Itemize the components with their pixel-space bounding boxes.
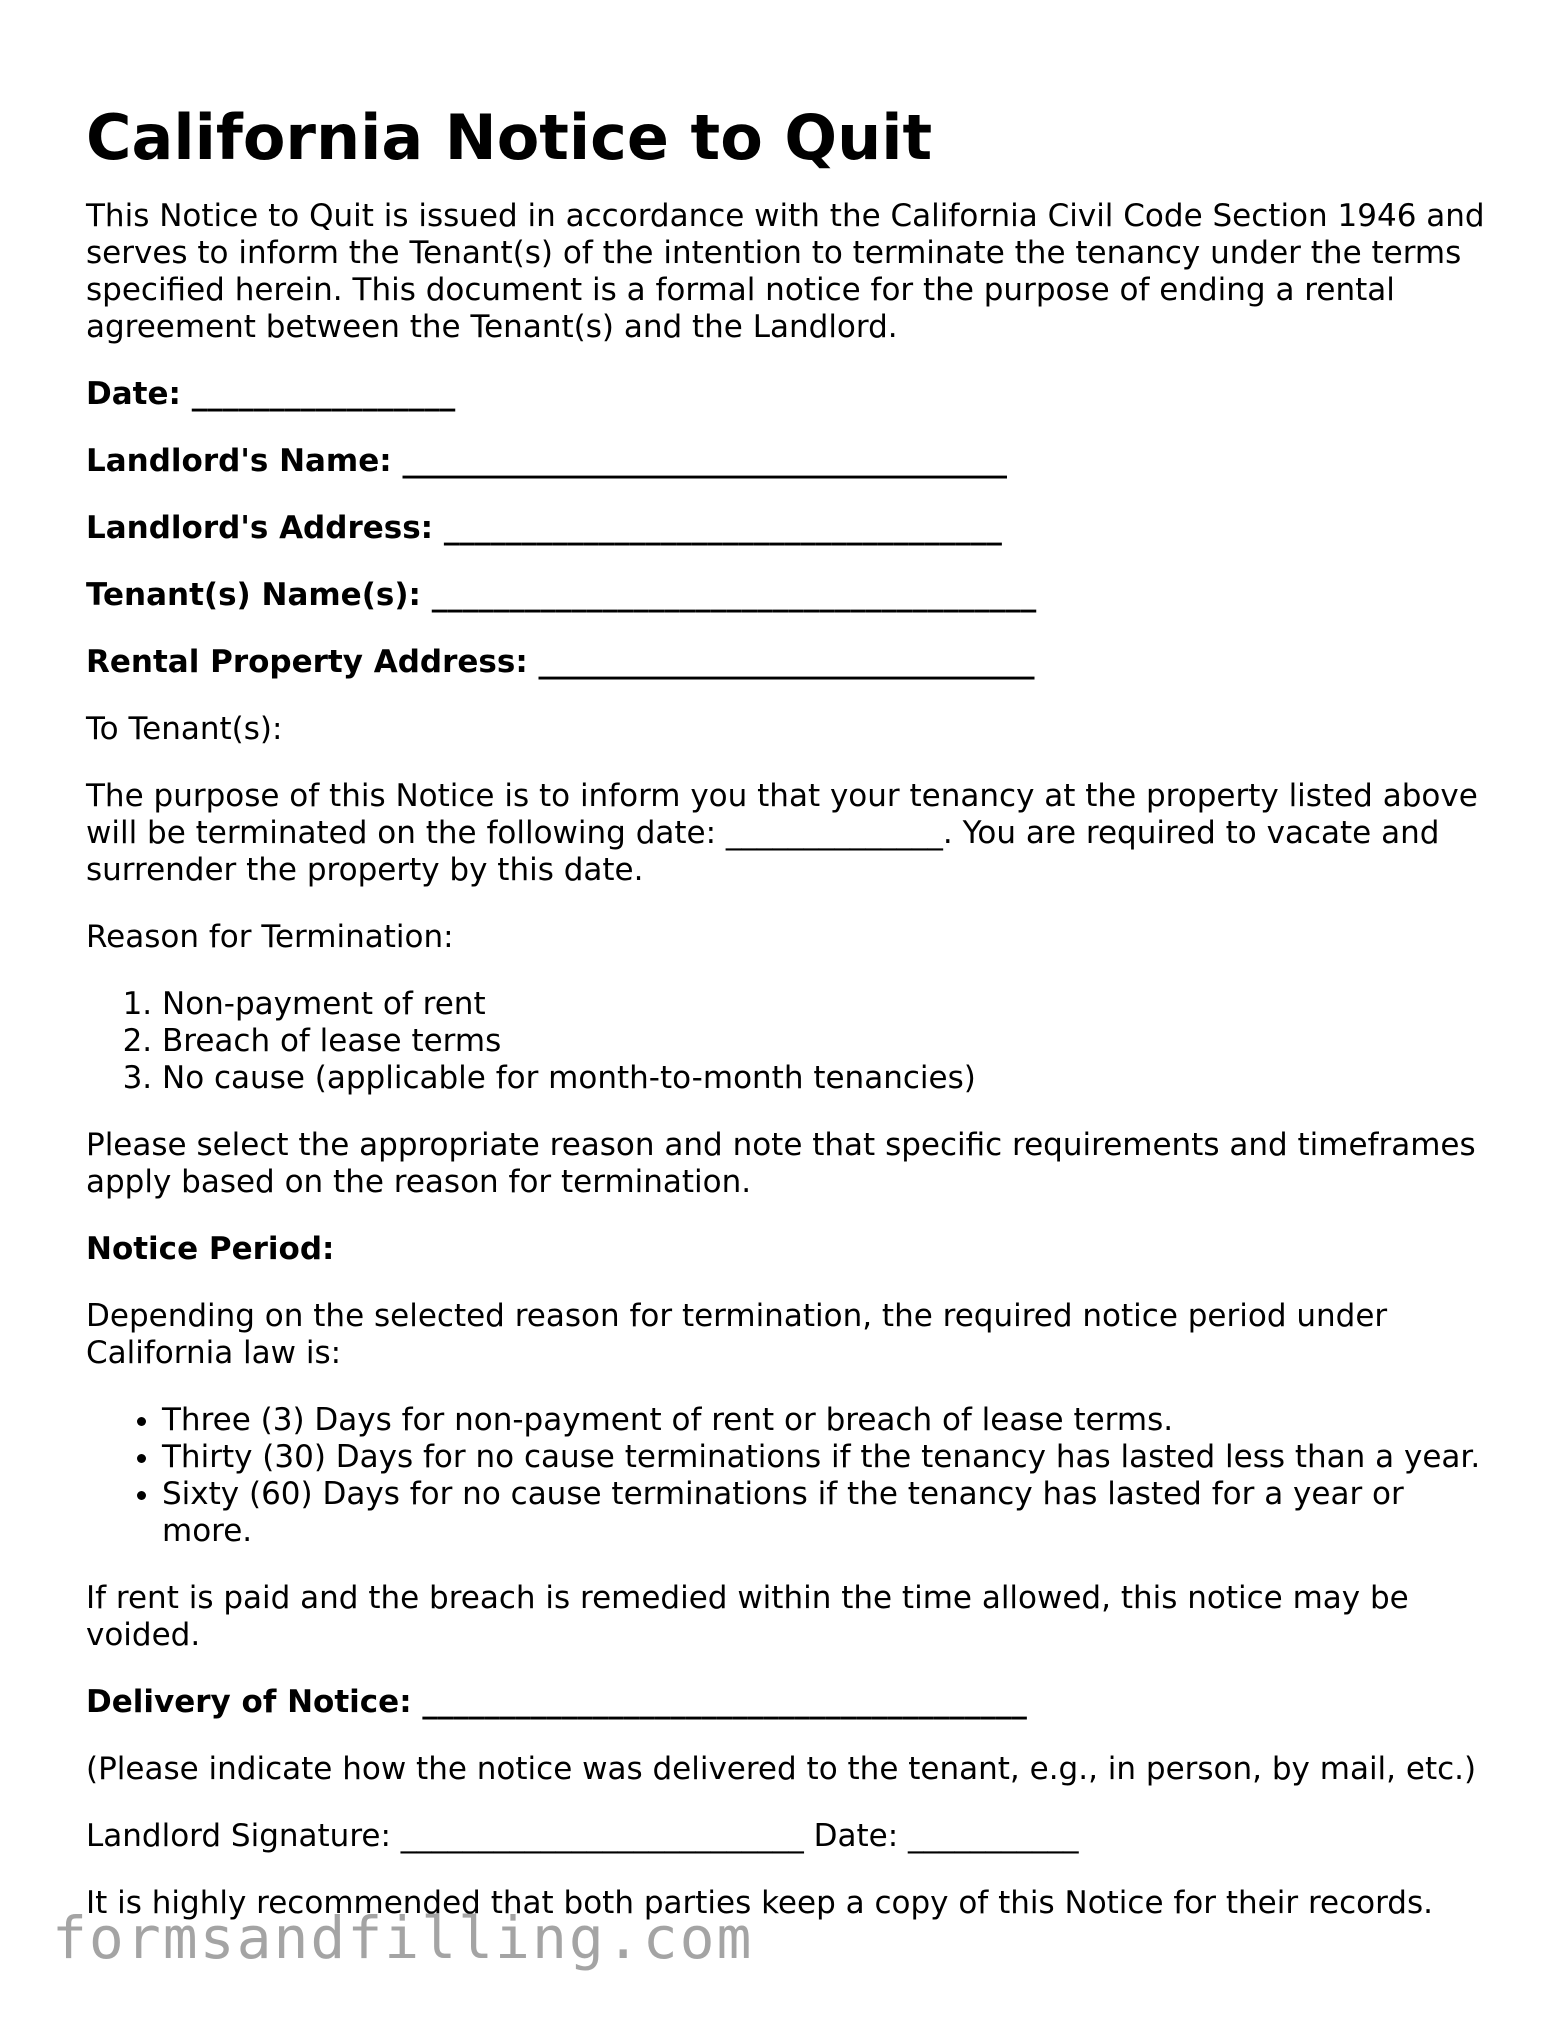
delivery-label: Delivery of Notice: <box>86 1684 412 1720</box>
signature-date-blank[interactable]: ___________ <box>908 1818 1079 1854</box>
reason-heading: Reason for Termination: <box>86 919 454 955</box>
delivery-hint: (Please indicate how the notice was delivered to the tenant, e.g., in person, by mail, etc.) <box>86 1751 1477 1787</box>
delivery-field <box>86 1684 1486 1721</box>
period-item: • Thirty (30) Days for no cause terminations if the tenancy has lasted less than a year. <box>162 1439 1486 1476</box>
notice-period-heading: Notice Period: <box>86 1231 335 1267</box>
signature-label: Landlord Signature: <box>86 1818 391 1854</box>
document-title: California Notice to Quit <box>86 101 933 174</box>
tenant-names-blank[interactable]: _______________________________________ <box>431 577 1037 613</box>
landlord-address-blank[interactable]: ____________________________________ <box>443 510 1002 546</box>
void-note: If rent is paid and the breach is remedied within the time allowed, this notice may be voided. <box>86 1580 1409 1653</box>
signature-row <box>86 1818 1486 1855</box>
period-item: • Three (3) Days for non-payment of rent or breach of lease terms. <box>162 1402 1486 1439</box>
notice-period-intro: Depending on the selected reason for termination, the required notice period under California law is: <box>86 1298 1388 1371</box>
watermark: formsandfilling.com <box>52 1904 754 1972</box>
tenant-names-label: Tenant(s) Name(s): <box>86 577 421 613</box>
intro-paragraph: This Notice to Quit is issued in accordance with the California Civil Code Section 1946 and serves to inform the Tenant(s) of the intention to terminate the tenancy under the terms specified herein. This document is a formal notice for the purpose of ending a rental agreement between the Tenant(s) and the Landlord. <box>86 198 1485 345</box>
date-field <box>86 376 1486 413</box>
document-page <box>86 100 1486 1952</box>
rental-address-field <box>86 644 1486 681</box>
landlord-name-field <box>86 443 1486 480</box>
signature-blank[interactable]: __________________________ <box>400 1818 804 1854</box>
tenant-names-field <box>86 577 1486 614</box>
signature-date-label: Date: <box>813 1818 899 1854</box>
date-blank[interactable]: _________________ <box>191 376 456 412</box>
landlord-name-label: Landlord's Name: <box>86 443 392 479</box>
records-note: It is highly recommended that both parties keep a copy of this Notice for their records. <box>86 1885 1433 1921</box>
purpose-paragraph: The purpose of this Notice is to inform you that your tenancy at the property listed above will be terminated on the following date: ______________. You are required to vacate and surrender the property by this date. <box>86 778 1478 888</box>
landlord-name-blank[interactable]: _______________________________________ <box>402 443 1007 479</box>
reason-item: 3. No cause (applicable for month-to-month tenancies) <box>162 1060 1486 1097</box>
reason-item: 2. Breach of lease terms <box>162 1023 1486 1060</box>
landlord-address-label: Landlord's Address: <box>86 510 434 546</box>
period-item: • Sixty (60) Days for no cause terminations if the tenancy has lasted for a year or more. <box>162 1476 1486 1550</box>
reason-item: 1. Non-payment of rent <box>162 986 1486 1023</box>
to-tenant-salutation: To Tenant(s): <box>86 711 283 747</box>
delivery-blank[interactable]: _______________________________________ <box>422 1684 1027 1720</box>
select-note: Please select the appropriate reason and note that specific requirements and timeframes apply based on the reason for termination. <box>86 1127 1476 1200</box>
date-label: Date: <box>86 376 181 412</box>
landlord-address-field <box>86 510 1486 547</box>
reason-list <box>86 986 1486 1097</box>
rental-address-label: Rental Property Address: <box>86 644 528 680</box>
notice-period-list <box>86 1402 1486 1550</box>
rental-address-blank[interactable]: ________________________________ <box>538 644 1035 680</box>
